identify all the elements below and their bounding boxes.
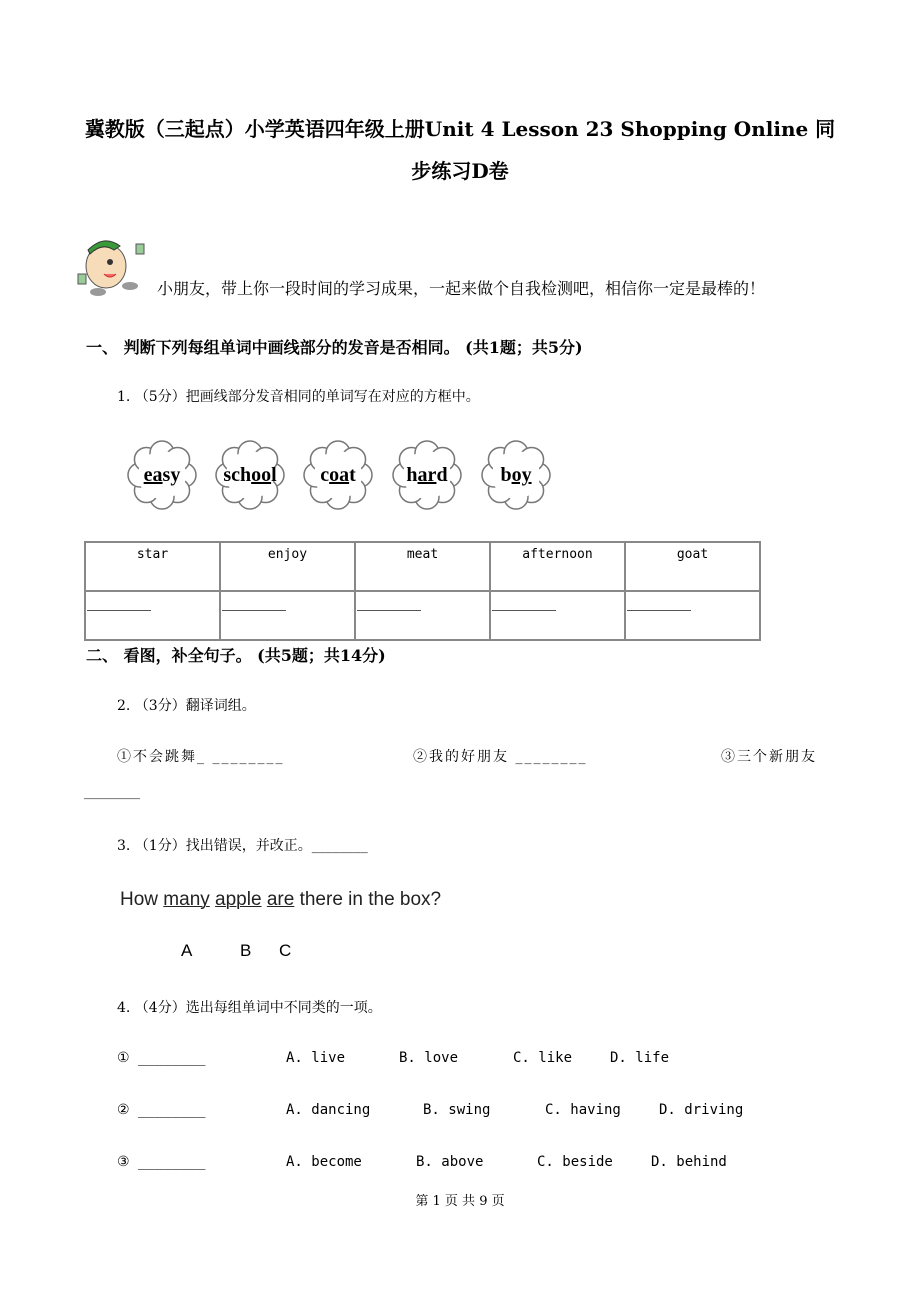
answer-cell[interactable] [85,591,220,640]
q2-item-3: ③三个新朋友 [721,749,817,765]
question-2: 2. （3分）翻译词组。 [117,698,256,714]
word-flower [392,440,462,510]
q4-option[interactable]: C. beside [537,1154,613,1170]
table-header-cell: star [85,542,220,591]
table-header-cell: afternoon [490,542,625,591]
flower-word: boy [500,464,532,486]
label-b: B [240,941,252,960]
table-header-cell: enjoy [220,542,355,591]
page-title: 冀教版（三起点）小学英语四年级上册Unit 4 Lesson 23 Shopping Online 同步练习D卷 [84,117,836,183]
answer-table [84,541,761,641]
section1-heading: 一、 判断下列每组单词中画线部分的发音是否相同。 (共1题；共5分) [86,338,583,357]
q3-sentence: How many apple are there in the box? [120,889,442,910]
q2-blank[interactable]: ________ [84,784,140,800]
intro-text: 小朋友，带上你一段时间的学习成果，一起来做个自我检测吧，相信你一定是最棒的！ [157,279,766,298]
table-header-cell: goat [625,542,760,591]
word-flower [127,440,197,510]
flower-word: hard [406,464,448,486]
section2-heading: 二、 看图，补全句子。 (共5题；共14分) [86,646,386,665]
answer-cell[interactable] [625,591,760,640]
q4-row-number[interactable]: ③ ________ [117,1154,206,1170]
q4-option[interactable]: B. love [399,1050,459,1066]
q4-option[interactable]: A. become [286,1154,362,1170]
question-4: 4. （4分）选出每组单词中不同类的一项。 [117,1000,382,1016]
q4-option[interactable]: A. live [286,1050,346,1066]
q4-option[interactable]: D. behind [651,1154,727,1170]
q4-row-number[interactable]: ① ________ [117,1050,206,1066]
q4-option[interactable]: D. life [610,1050,670,1066]
answer-cell[interactable] [220,591,355,640]
flower-word: coat [320,464,356,486]
q2-item-2: ②我的好朋友 ________ [413,749,588,765]
table-header-cell: meat [355,542,490,591]
question-1: 1. （5分）把画线部分发音相同的单词写在对应的方框中。 [117,389,480,405]
mascot-illustration [74,234,150,298]
answer-cell[interactable] [355,591,490,640]
label-c: C [279,941,292,960]
label-a: A [181,941,193,960]
q4-option[interactable]: C. like [513,1050,573,1066]
page-footer: 第 1 页 共 9 页 [415,1194,505,1209]
q4-option[interactable]: D. driving [659,1102,744,1118]
q4-row-number[interactable]: ② ________ [117,1102,206,1118]
word-flower [481,440,551,510]
answer-cell[interactable] [490,591,625,640]
flower-word: easy [143,464,181,486]
flower-word: school [223,464,277,486]
q4-option[interactable]: C. having [545,1102,621,1118]
q4-option[interactable]: A. dancing [286,1102,371,1118]
word-flower [215,440,285,510]
q4-option[interactable]: B. swing [423,1102,491,1118]
question-3: 3. （1分）找出错误，并改正。________ [117,838,368,854]
word-flower [303,440,373,510]
q4-option[interactable]: B. above [416,1154,484,1170]
q2-item-1: ①不会跳舞_ ________ [117,749,285,765]
